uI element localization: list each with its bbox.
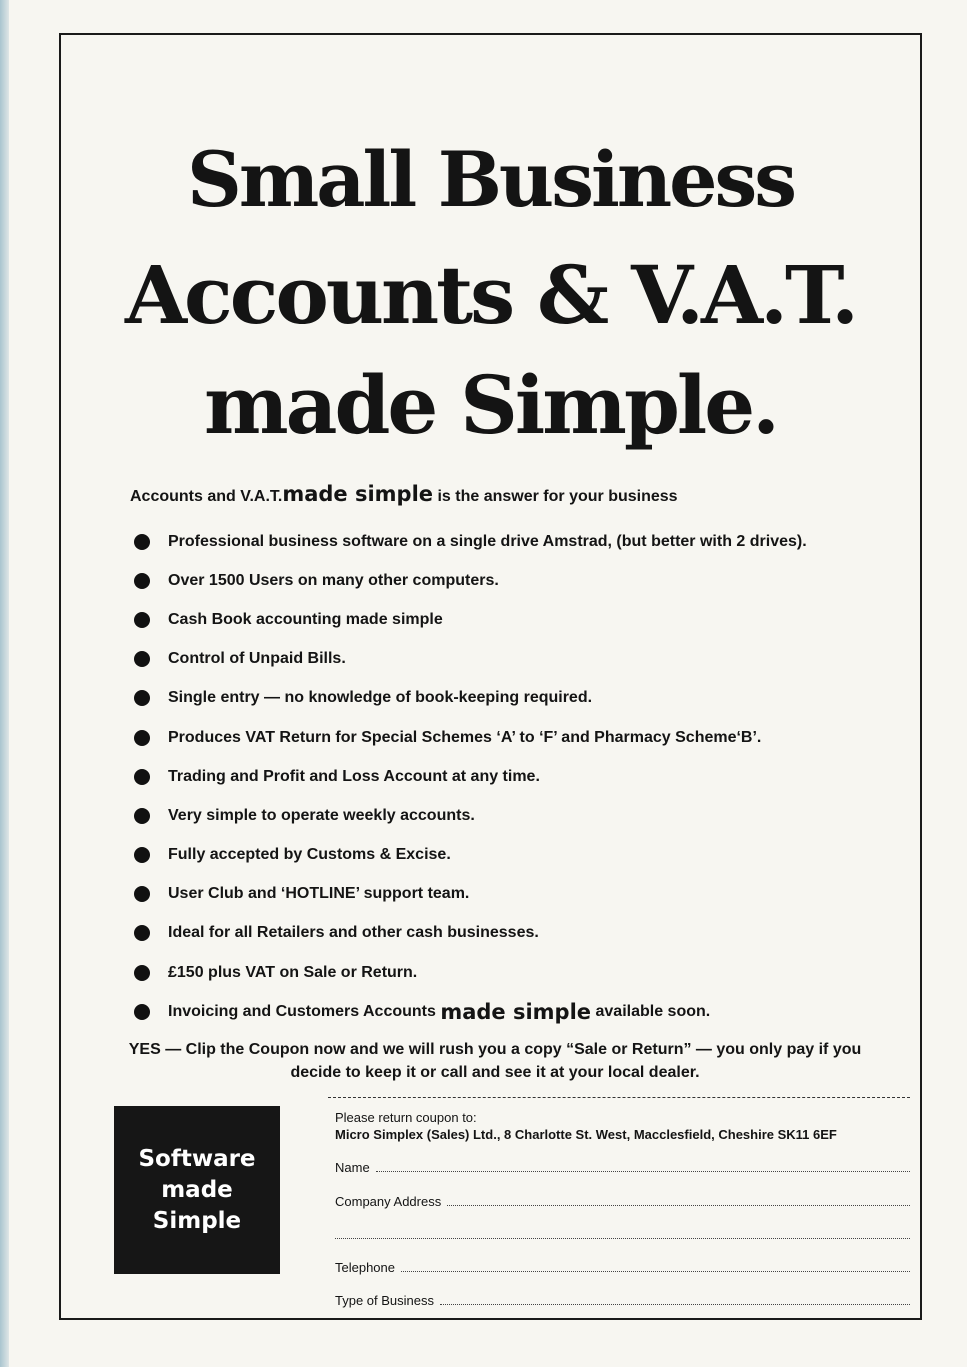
feature-item: £150 plus VAT on Sale or Return. [130,953,807,992]
coupon-address: Micro Simplex (Sales) Ltd., 8 Charlotte St. West, Macclesfield, Cheshire SK11 6EF [335,1127,837,1142]
telephone-label: Telephone [335,1260,395,1275]
intro-prefix: Accounts and V.A.T. [130,488,283,505]
feature-list [130,522,807,1031]
bullet-icon [134,612,150,628]
telephone-line[interactable] [401,1271,910,1272]
logo-line-3: Simple [152,1207,242,1234]
company-address-label: Company Address [335,1194,442,1209]
bullet-icon [134,769,150,785]
bullet-icon [134,730,150,746]
intro-suffix: is the answer for your business [433,488,678,505]
cta-line-1: YES — Clip the Coupon now and we will rush you a copy “Sale or Return” — you only pay if you [128,1041,862,1058]
bullet-icon [134,808,150,824]
logo-line-1: Software [138,1145,256,1172]
feature-item: User Club and ‘HOTLINE’ support team. [130,875,807,914]
feature-item: Professional business software on a single drive Amstrad, (but better with 2 drives). [130,522,807,561]
telephone-field[interactable] [335,1260,910,1275]
intro-text [130,482,678,506]
headline-line-3: made Simple. [203,358,778,452]
bullet-icon [134,847,150,863]
cta-line-2: decide to keep it or call and see it at your local dealer. [290,1064,700,1081]
bullet-icon [134,690,150,706]
bullet-icon [134,965,150,981]
name-line[interactable] [376,1171,910,1172]
bullet-icon [134,886,150,902]
feature-item: Very simple to operate weekly accounts. [130,796,807,835]
headline-line-1: Small Business [186,135,795,224]
headline-line-2: Accounts & V.A.T. [124,248,857,342]
feature-item: Ideal for all Retailers and other cash businesses. [130,914,807,953]
bullet-icon [134,534,150,550]
business-type-field[interactable] [335,1293,910,1308]
feature-item: Over 1500 Users on many other computers. [130,561,807,600]
feature-item: Single entry — no knowledge of book-keeping required. [130,679,807,718]
bullet-icon [134,651,150,667]
company-address-extra-line[interactable] [335,1238,910,1239]
name-label: Name [335,1160,370,1175]
coupon-cut-line [328,1097,910,1098]
company-address-field[interactable] [335,1194,910,1209]
feature-item: Trading and Profit and Loss Account at any time. [130,757,807,796]
coupon-return-label: Please return coupon to: [335,1110,477,1125]
intro-emphasis: made simple [282,482,434,506]
bullet-icon [134,1004,150,1020]
feature-item: Fully accepted by Customs & Excise. [130,836,807,875]
bullet-icon [134,925,150,941]
name-field[interactable] [335,1160,910,1175]
brand-logo [114,1106,280,1274]
bullet-icon [134,573,150,589]
call-to-action [80,1038,910,1084]
feature-item: Produces VAT Return for Special Schemes ‘A’ to ‘F’ and Pharmacy Scheme‘B’. [130,718,807,757]
coupon-header [335,1110,910,1143]
feature-item: Cash Book accounting made simple [130,600,807,639]
logo-line-2: made [161,1176,233,1203]
business-type-line[interactable] [440,1304,910,1305]
page-edge [0,0,9,1367]
company-address-line[interactable] [447,1205,910,1206]
feature-item-invoicing: Invoicing and Customers Accounts made simple available soon. [130,992,807,1031]
business-type-label: Type of Business [335,1293,434,1308]
feature-item: Control of Unpaid Bills. [130,640,807,679]
